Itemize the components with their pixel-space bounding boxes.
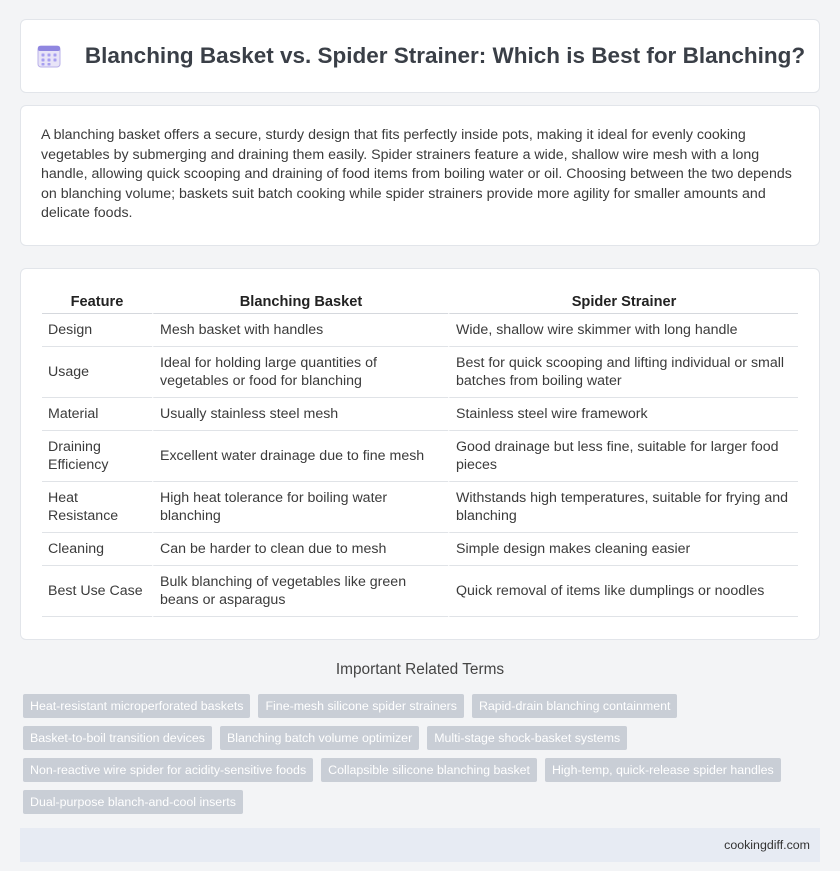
feature-cell: Draining Efficiency xyxy=(42,431,152,482)
calendar-grid-icon xyxy=(35,42,63,70)
feature-cell: Heat Resistance xyxy=(42,482,152,533)
spider-cell: Withstands high temperatures, suitable for frying and blanching xyxy=(448,482,798,533)
basket-cell: High heat tolerance for boiling water blanching xyxy=(152,482,448,533)
intro-paragraph: A blanching basket offers a secure, sturdy design that fits perfectly inside pots, making it ideal for evenly cooking vegetables by submerging and draining them easily. Spider strainers feature a wide, shallow wire mesh with a long handle, allowing quick scooping and draining of food items from boiling water or oil. Choosing between the two depends on blanching volume; baskets suit batch cooking while spider strainers provide more agility for smaller amounts and delicate foods. xyxy=(20,105,820,246)
spider-cell: Simple design makes cleaning easier xyxy=(448,533,798,566)
related-term-tag[interactable]: High-temp, quick-release spider handles xyxy=(545,758,781,782)
table-header-row xyxy=(42,289,798,314)
header-spider-strainer: Spider Strainer xyxy=(448,289,798,314)
related-terms-title: Important Related Terms xyxy=(335,660,505,678)
spider-cell: Good drainage but less fine, suitable for larger food pieces xyxy=(448,431,798,482)
page-header xyxy=(20,19,820,93)
feature-cell: Material xyxy=(42,398,152,431)
feature-cell: Best Use Case xyxy=(42,566,152,617)
basket-cell: Bulk blanching of vegetables like green beans or asparagus xyxy=(152,566,448,617)
basket-cell: Can be harder to clean due to mesh xyxy=(152,533,448,566)
page-title: Blanching Basket vs. Spider Strainer: Which is Best for Blanching? xyxy=(84,43,806,68)
related-term-tag[interactable]: Non-reactive wire spider for acidity-sensitive foods xyxy=(23,758,313,782)
table-row xyxy=(42,533,798,566)
related-term-tag[interactable]: Dual-purpose blanch-and-cool inserts xyxy=(23,790,243,814)
feature-cell: Cleaning xyxy=(42,533,152,566)
spider-cell: Best for quick scooping and lifting individual or small batches from boiling water xyxy=(448,347,798,398)
related-term-tag[interactable]: Basket-to-boil transition devices xyxy=(23,726,212,750)
feature-cell: Design xyxy=(42,314,152,347)
spider-cell: Quick removal of items like dumplings or noodles xyxy=(448,566,798,617)
related-term-tag[interactable]: Heat-resistant microperforated baskets xyxy=(23,694,250,718)
table-row xyxy=(42,398,798,431)
related-terms-list xyxy=(23,694,820,822)
basket-cell: Mesh basket with handles xyxy=(152,314,448,347)
page-footer xyxy=(20,828,820,862)
table-row xyxy=(42,431,798,482)
basket-cell: Usually stainless steel mesh xyxy=(152,398,448,431)
table-row xyxy=(42,566,798,617)
feature-cell: Usage xyxy=(42,347,152,398)
header-feature: Feature xyxy=(42,289,152,314)
basket-cell: Ideal for holding large quantities of vegetables or food for blanching xyxy=(152,347,448,398)
related-term-tag[interactable]: Collapsible silicone blanching basket xyxy=(321,758,537,782)
basket-cell: Excellent water drainage due to fine mesh xyxy=(152,431,448,482)
table-row xyxy=(42,314,798,347)
header-blanching-basket: Blanching Basket xyxy=(152,289,448,314)
spider-cell: Stainless steel wire framework xyxy=(448,398,798,431)
spider-cell: Wide, shallow wire skimmer with long handle xyxy=(448,314,798,347)
related-term-tag[interactable]: Blanching batch volume optimizer xyxy=(220,726,419,750)
related-term-tag[interactable]: Fine-mesh silicone spider strainers xyxy=(258,694,463,718)
comparison-table-card xyxy=(20,268,820,640)
table-row xyxy=(42,482,798,533)
footer-site: cookingdiff.com xyxy=(724,837,810,852)
related-term-tag[interactable]: Rapid-drain blanching containment xyxy=(472,694,678,718)
related-term-tag[interactable]: Multi-stage shock-basket systems xyxy=(427,726,627,750)
comparison-table xyxy=(42,289,798,617)
table-row xyxy=(42,347,798,398)
